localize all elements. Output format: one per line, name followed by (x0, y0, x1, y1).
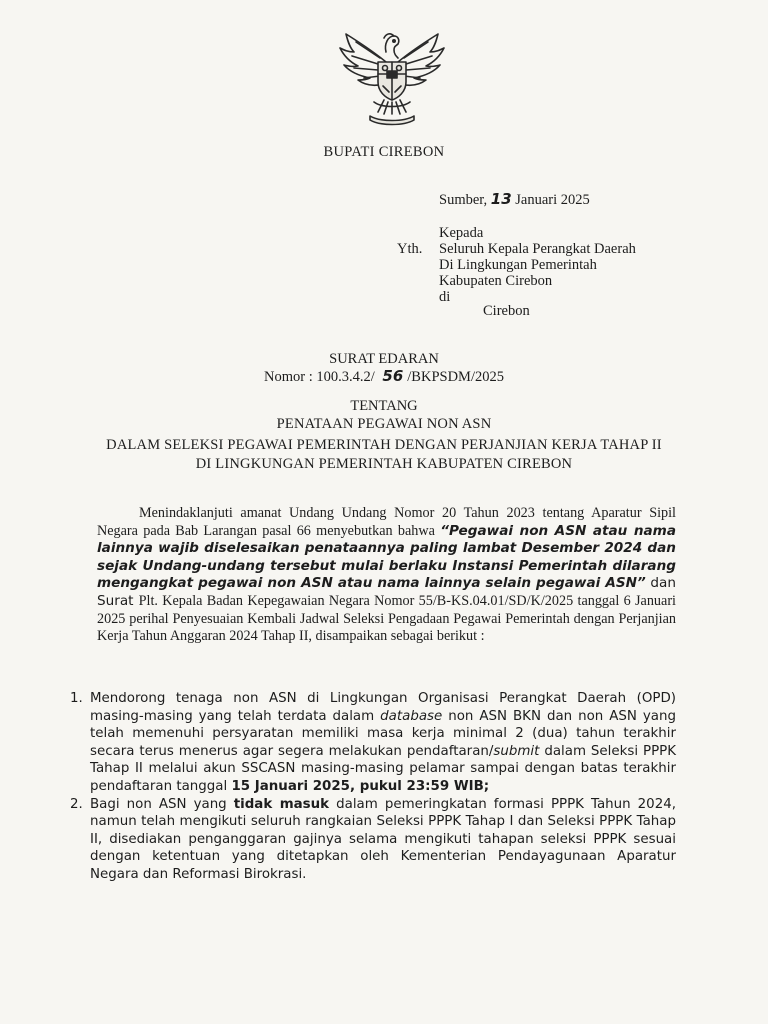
list-text-italic: submit (493, 743, 540, 759)
doc-type: SURAT EDARAN (329, 351, 439, 367)
recipient-line: Kabupaten Cirebon (439, 273, 553, 289)
list-text-bold: tidak masuk (233, 796, 330, 812)
body-paragraph (97, 505, 676, 646)
list-number: 2. (70, 796, 83, 812)
body-text: Plt. Kepala Badan Kepegawaian Negara Nomor 55/B-KS.04.01/SD/K/2025 tanggal 6 Januari 2025 perihal Penyesuaian Kembali Jadwal Seleksi Pengadaan Pegawai Pemerintah dengan Perjanjian Kerja Tahun Anggaran 2024 Tahap II, disampaikan sebagai berikut : (97, 592, 676, 645)
list-item (70, 690, 676, 796)
date-place: Sumber, (439, 192, 488, 208)
subject-line: DI LINGKUNGAN PEMERINTAH KABUPATEN CIREBON (195, 456, 573, 472)
recipient-line: Seluruh Kepala Perangkat Daerah (439, 241, 636, 257)
date-line (439, 191, 590, 209)
body-text: dan Surat (97, 575, 676, 609)
recipient-city: Cirebon (483, 303, 530, 319)
body-text: Menindaklanjuti amanat Undang Undang Nomor 20 Tahun 2023 tentang Aparatur Sipil Negara pada Bab Larangan pasal 66 menyebutkan bahwa (97, 505, 676, 539)
list-number: 1. (70, 691, 83, 706)
subject-line: DALAM SELEKSI PEGAWAI PEMERINTAH DENGAN PERJANJIAN KERJA TAHAP II (106, 437, 662, 453)
list-text: non ASN BKN dan non ASN yang telah memenuhi persyaratan memiliki masa kerja minimal 2 (dua) tahun terakhir secara terus menerus agar segera melakukan pendaftaran/ (90, 708, 676, 759)
doc-number-prefix: Nomor : 100.3.4.2/ (264, 369, 375, 385)
issuer-title: BUPATI CIREBON (323, 144, 445, 160)
list-text: dalam pemeringkatan formasi PPPK Tahun 2024, namun telah mengikuti seluruh rangkaian Seleksi PPPK Tahap I dan Seleksi PPPK Tahap II, disediakan penganggaran gajinya selama mengikuti tahapan seleksi PPPK sesuai dengan ketentuan yang ditetapkan oleh Kementerian Pendayagunaan Aparatur Negara dan Reformasi Birokrasi. (90, 796, 676, 882)
garuda-emblem-icon (334, 22, 450, 126)
list-text: Bagi non ASN yang (90, 796, 234, 812)
law-quote: “Pegawai non ASN atau nama lainnya wajib diselesaikan penataannya paling lambat Desember 2024 dan sejak Undang-undang tersebut mulai berlaku Instansi Pemerintah dilarang mengangkat pegawai non ASN atau nama lainnya selain pegawai ASN” (97, 522, 677, 592)
instruction-list (70, 690, 676, 884)
deadline-text: 15 Januari 2025, pukul 23:59 WIB; (231, 778, 490, 794)
list-text: Mendorong tenaga non ASN di Lingkungan Organisasi Perangkat Daerah (OPD) masing-masing yang telah terdata dalam (90, 691, 676, 724)
doc-number-handwritten: 56 (382, 367, 404, 385)
to-label: Kepada (439, 225, 484, 241)
doc-number (0, 368, 768, 386)
recipient-line: di (439, 289, 451, 305)
list-text: dalam Seleksi PPPK Tahap II melalui akun SSCASN masing-masing pelamar sampai dengan batas terakhir pendaftaran tanggal (90, 743, 677, 794)
subject-line: PENATAAN PEGAWAI NON ASN (276, 416, 492, 432)
date-month-year: Januari 2025 (515, 192, 590, 208)
yth-label: Yth. (397, 241, 423, 257)
recipient-line: Di Lingkungan Pemerintah (439, 257, 597, 273)
date-day-handwritten: 13 (490, 190, 512, 208)
about-label: TENTANG (350, 398, 418, 414)
list-item (70, 796, 676, 884)
list-text-italic: database (380, 708, 443, 724)
doc-number-suffix: /BKPSDM/2025 (407, 369, 504, 385)
